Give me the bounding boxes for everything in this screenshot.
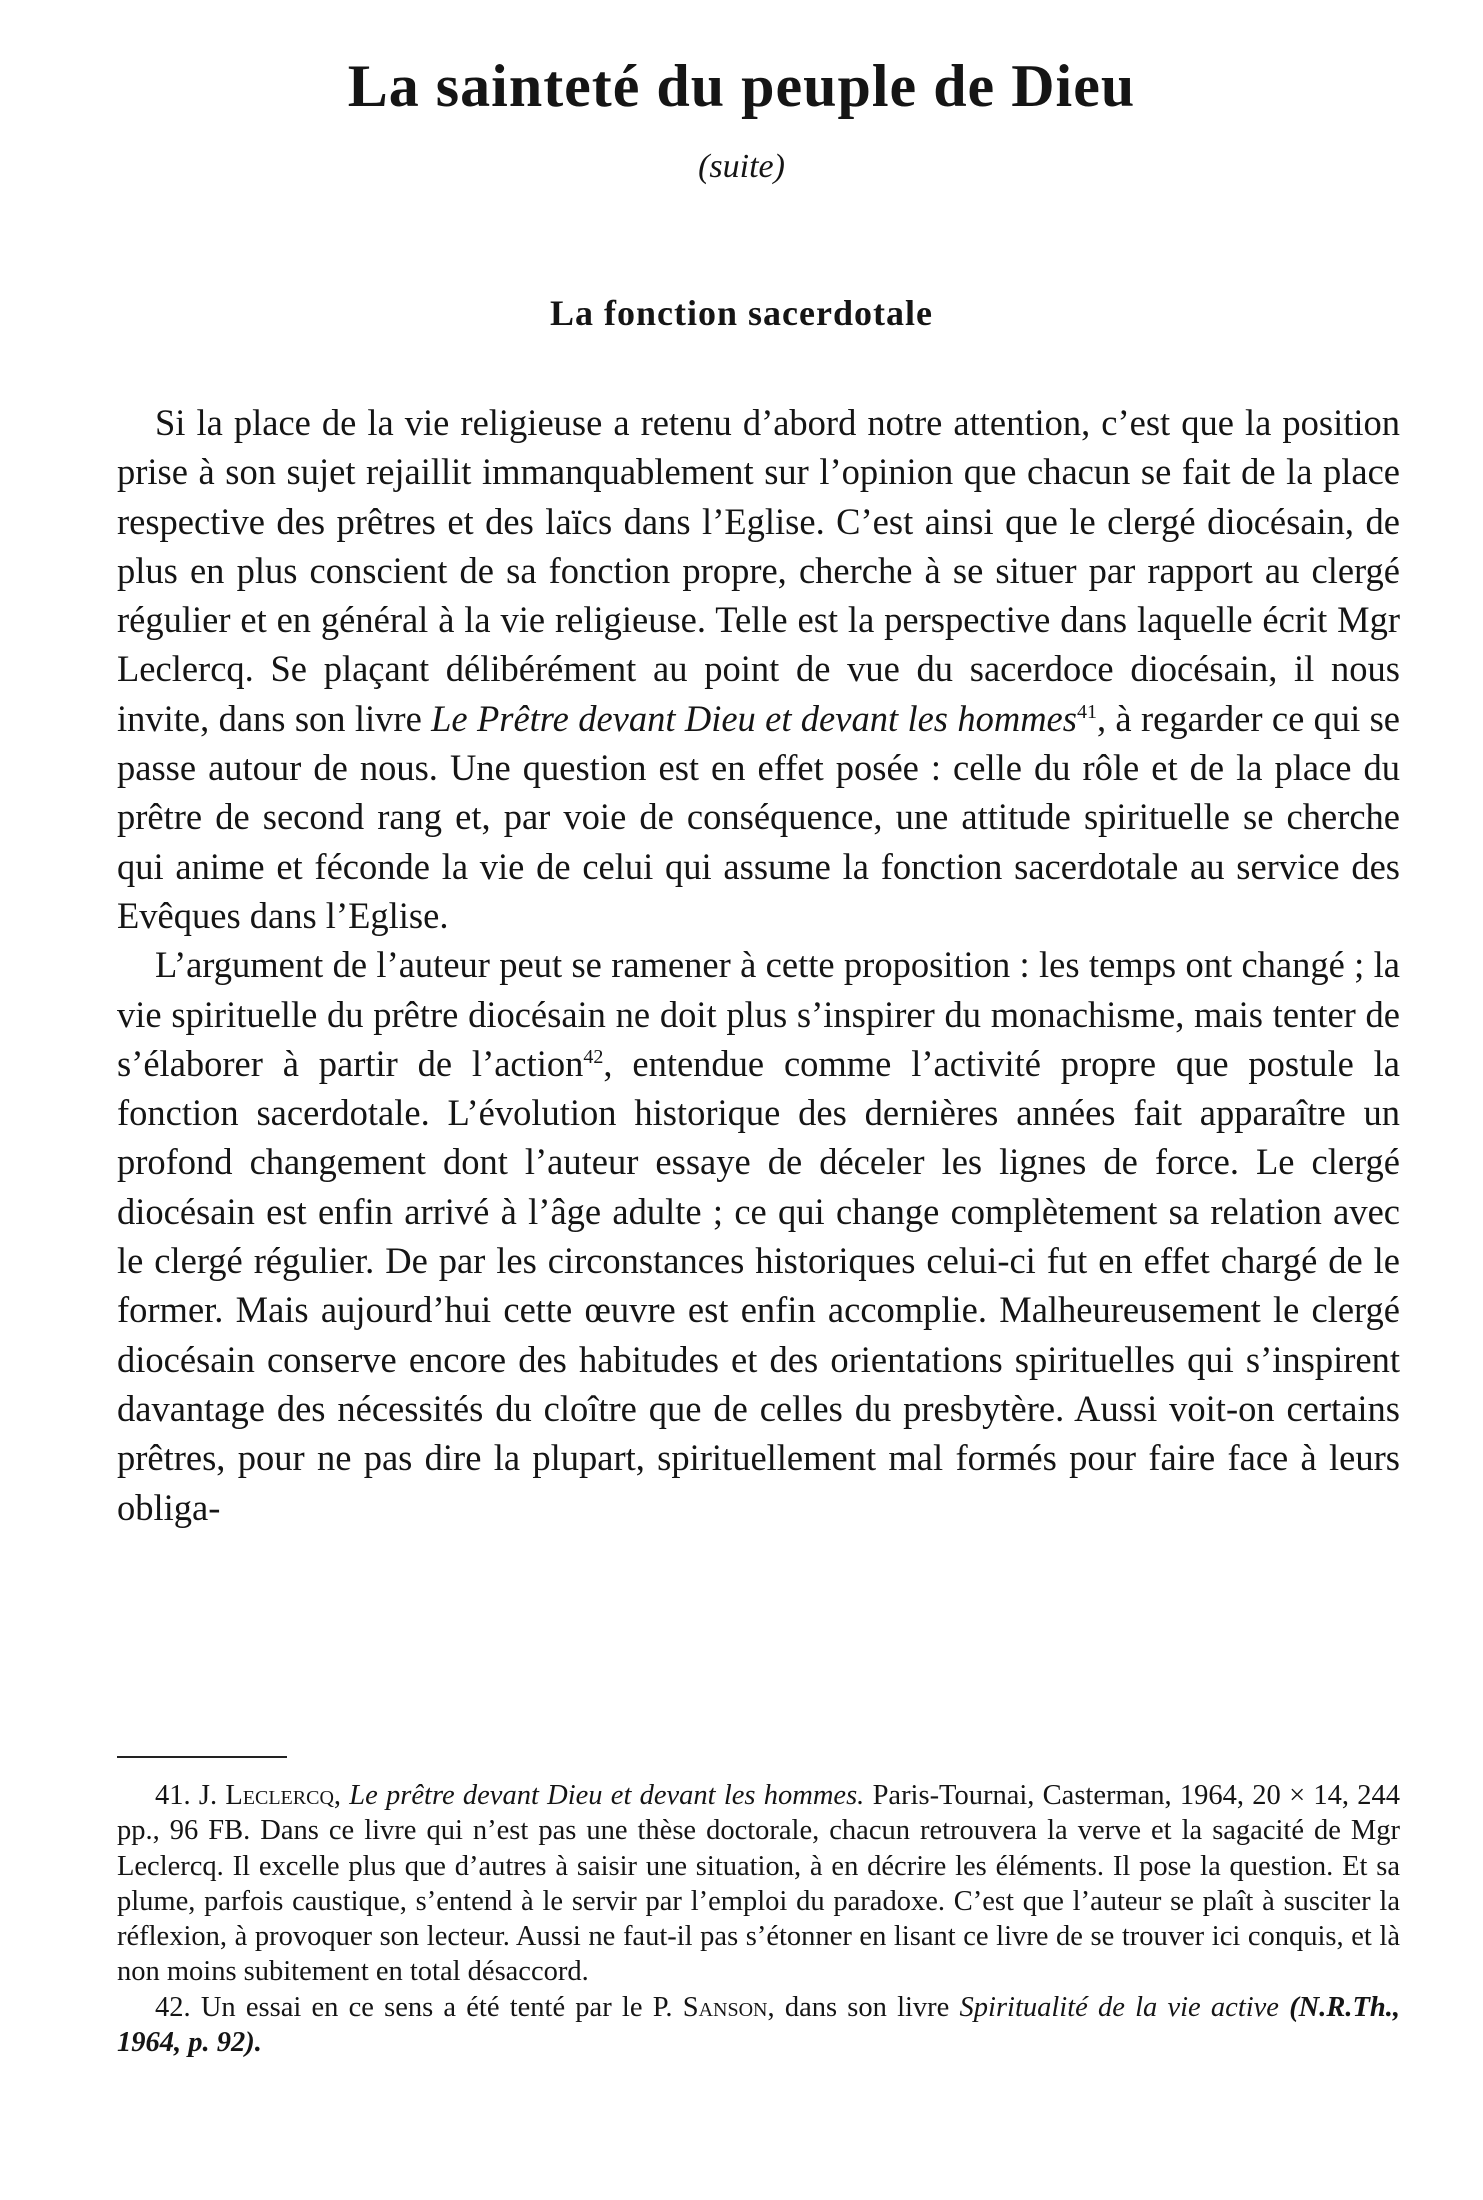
paragraph-2-text: L’argument de l’auteur peut se ramener à cette proposition : les temps ont changé ; la vie spirituelle du prêtre diocésain ne doit plus s’inspirer du monachisme, mais tenter de s’élaborer à partir de l’action xyxy=(117,944,1400,1084)
footnote-42-author: Sanson, xyxy=(682,1991,775,2023)
paragraph-1 xyxy=(117,398,1400,940)
footnote-divider xyxy=(117,1756,287,1758)
footnote-42-number: 42. xyxy=(155,1991,191,2023)
paragraph-1-text: Si la place de la vie religieuse a retenu d’abord notre attention, c’est que la position prise à son sujet rejaillit immanquablement sur l’opinion que chacun se fait de la place respective des prêtres et des laïcs dans l’Eglise. C’est ainsi que le clergé diocésain, de plus en plus conscient de sa fonction propre, cherche à se situer par rapport au clergé régulier et en général à la vie religieuse. Telle est la perspective dans laquelle écrit Mgr Leclercq. Se plaçant délibérément au point de vue du sacerdoce diocésain, il nous invite, dans son livre xyxy=(117,402,1400,739)
footnote-41 xyxy=(117,1778,1400,1990)
footnote-42-text-cont: dans son livre xyxy=(784,1991,950,2023)
paragraph-2-text-cont: , entendue comme l’activité propre que postule la fonction sacerdotale. L’évolution historique des dernières années fait apparaître un profond changement dont l’auteur essaye de déceler les lignes de force. Le clergé diocésain est enfin arrivé à l’âge adulte ; ce qui change complètement sa relation avec le clergé régulier. De par les circonstances historiques celui-ci fut en effet chargé de le former. Mais aujourd’hui cette œuvre est enfin accomplie. Malheureusement le clergé diocésain conserve encore des habitudes et des orientations spirituelles qui s’inspirent davantage des nécessités du cloître que de celles du presbytère. Aussi voit-on certains prêtres, pour ne pas dire la plupart, spirituellement mal formés pour faire face à leurs obliga- xyxy=(117,1042,1400,1528)
footnote-42 xyxy=(117,1990,1400,2061)
footnote-ref-42[interactable]: 42 xyxy=(583,1045,604,1068)
footnote-41-work: Le prêtre devant Dieu et devant les hommes. xyxy=(349,1780,865,1811)
footnote-ref-41[interactable]: 41 xyxy=(1076,700,1097,723)
footnote-42-work: Spiritualité de la vie active xyxy=(959,1991,1279,2023)
page-title: La sainteté du peuple de Dieu xyxy=(347,53,1136,119)
footnote-42-text: Un essai en ce sens a été tenté par le P. xyxy=(200,1991,673,2023)
footnote-41-text: Paris-Tournai, Casterman, 1964, 20 × 14, 244 pp., 96 FB. Dans ce livre qui n’est pas une thèse doctorale, chacun retrouvera la verve et la sagacité de Mgr Leclercq. Il excelle plus que d’autres à saisir une situation, à en décrire les éléments. Il pose la question. Et sa plume, parfois caustique, s’entend à le servir par l’emploi du paradoxe. C’est que l’auteur se plaît à susciter la réflexion, à provoquer son lecteur. Aussi ne faut-il pas s’étonner en lisant ce livre de se trouver ici conquis, et là non moins subitement en total désaccord. xyxy=(117,1780,1401,1988)
footnote-41-initial: J. xyxy=(198,1780,218,1811)
footnote-42-citation: (N.R.Th., 1964, p. 92). xyxy=(117,1991,1401,2059)
book-title: Le Prêtre devant Dieu et devant les hommes xyxy=(431,697,1077,739)
paragraph-2 xyxy=(117,940,1400,1532)
page-subtitle: (suite) xyxy=(698,148,785,185)
footnote-41-author: Leclercq, xyxy=(225,1780,342,1811)
section-title: La fonction sacerdotale xyxy=(550,293,933,333)
footnote-41-number: 41. xyxy=(155,1780,191,1811)
paragraph-1-text-cont: , à regarder ce qui se passe autour de nous. Une question est en effet posée : celle du rôle et de la place du prêtre de second rang et, par voie de conséquence, une attitude spirituelle se cherche qui anime et féconde la vie de celui qui assume la fonction sacerdotale au service des Evêques dans l’Eglise. xyxy=(117,697,1400,936)
footnotes xyxy=(117,1778,1400,2060)
body-text xyxy=(117,398,1400,1532)
